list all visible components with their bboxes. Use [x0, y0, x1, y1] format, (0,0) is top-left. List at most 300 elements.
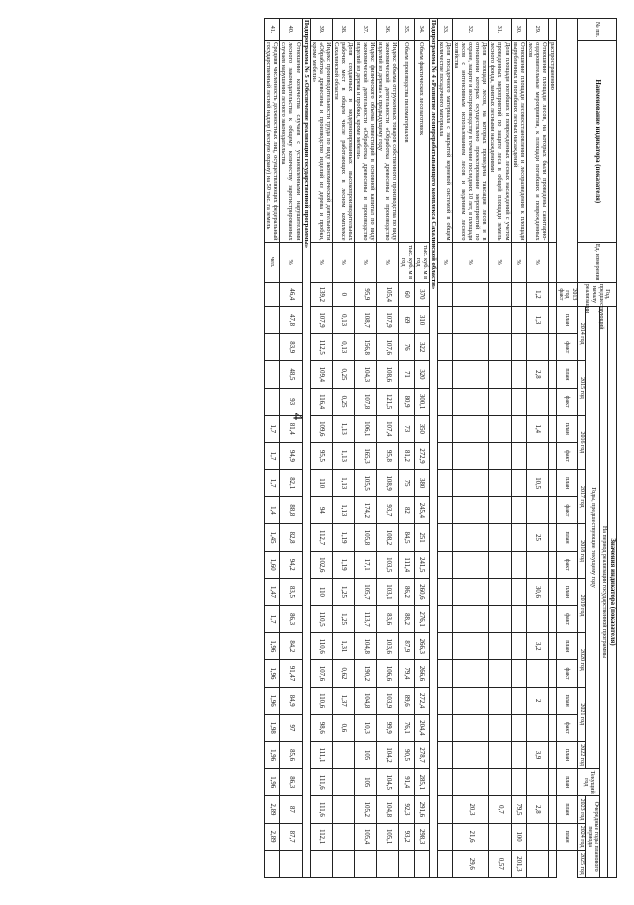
- indicator-unit: %: [333, 242, 355, 282]
- value-cell: 86,3: [280, 769, 302, 796]
- value-cell: [511, 282, 526, 306]
- year-header: 2020 год: [577, 633, 585, 687]
- empty-cell: [548, 714, 556, 741]
- empty-cell: [548, 606, 556, 633]
- indicators-table: [264, 18, 617, 878]
- value-cell: 1,25: [333, 606, 355, 633]
- fact-label: факт: [556, 714, 577, 741]
- indicator-unit: %: [377, 242, 399, 282]
- value-cell: 0,25: [333, 388, 355, 415]
- value-cell: 81,4: [280, 415, 302, 442]
- row-number: 40.: [280, 19, 302, 41]
- value-cell: 298,3: [414, 823, 429, 850]
- value-cell: 2,89: [265, 823, 280, 850]
- value-cell: [453, 714, 489, 741]
- value-cell: [438, 687, 453, 714]
- value-cell: [453, 687, 489, 714]
- value-cell: 80,9: [399, 388, 414, 415]
- value-cell: 10,5: [526, 470, 548, 497]
- value-cell: [526, 850, 548, 877]
- value-cell: [399, 850, 414, 877]
- indicator-name: Отношение количества случаев с установленными нарушителями лесного законодательства к общему количеству зарегистрированных случаев нарушения лесного законодательства: [280, 42, 302, 241]
- value-cell: 1,4: [265, 497, 280, 524]
- value-cell: 104,3: [355, 361, 377, 388]
- empty-cell: [548, 442, 556, 469]
- value-cell: 322: [414, 334, 429, 361]
- value-cell: 1,19: [333, 551, 355, 578]
- continuation-text: распространению: [548, 41, 556, 242]
- value-cell: 0,6: [333, 714, 355, 741]
- value-cell: 30,6: [526, 578, 548, 605]
- year-header: 2018 год: [577, 524, 585, 578]
- value-cell: [333, 741, 355, 768]
- value-cell: 278,7: [414, 741, 429, 768]
- value-cell: 107,9: [377, 306, 399, 333]
- indicator-unit: %: [453, 242, 489, 282]
- value-cell: 79,5: [511, 796, 526, 823]
- value-cell: [265, 850, 280, 877]
- empty-cell: [548, 306, 556, 333]
- value-cell: 84,9: [280, 687, 302, 714]
- value-cell: 156,8: [355, 334, 377, 361]
- indicator-unit: %: [526, 242, 548, 282]
- year-header: 2016 год: [577, 415, 585, 469]
- value-cell: [438, 334, 453, 361]
- value-cell: 110: [310, 578, 332, 605]
- value-cell: [438, 606, 453, 633]
- value-cell: [511, 551, 526, 578]
- value-cell: 47,8: [280, 306, 302, 333]
- value-cell: 84,5: [399, 524, 414, 551]
- value-cell: [511, 306, 526, 333]
- plan-label: план: [556, 415, 577, 442]
- value-cell: 108,6: [377, 361, 399, 388]
- value-cell: 87,9: [399, 633, 414, 660]
- value-cell: 106,6: [377, 660, 399, 687]
- value-cell: 93,7: [377, 497, 399, 524]
- empty-cell: [548, 796, 556, 823]
- value-cell: 1,4: [526, 415, 548, 442]
- table-row: [399, 19, 414, 878]
- value-cell: [438, 796, 453, 823]
- indicator-name: Отношение площади лесов, на которых были проведены санитарно-оздоровительные мероприятия, к площади погибших и поврежденных лесов: [526, 42, 548, 241]
- value-cell: 86,3: [280, 606, 302, 633]
- value-cell: [453, 633, 489, 660]
- value-cell: [526, 334, 548, 361]
- indicator-unit: чел.: [265, 242, 280, 282]
- value-cell: 104,8: [377, 796, 399, 823]
- indicator-name: Доля площади погибших и поврежденных лесных насаждений с учетом проведенных мероприятий по защите леса в общей площади земель лесного фонда, занятых лесными насаждениями: [489, 42, 511, 241]
- value-cell: 92,3: [399, 796, 414, 823]
- indicator-name: Доля посадочного материала с закрытой корневой системой в общем количестве посадочного материала: [438, 42, 453, 241]
- row-number: 34.: [414, 19, 429, 41]
- value-cell: 89,6: [399, 687, 414, 714]
- value-cell: 105,5: [355, 470, 377, 497]
- fact-label: факт: [556, 660, 577, 687]
- plan-label: план: [556, 578, 577, 605]
- value-cell: 95,9: [355, 282, 377, 306]
- value-cell: [414, 850, 429, 877]
- value-cell: 83,5: [280, 578, 302, 605]
- row-number: 30.: [511, 19, 526, 41]
- value-cell: [526, 388, 548, 415]
- indicator-name: Средняя численность должностных лиц, осуществляющих федеральный государственный лесной надзор (лесную охрану) на 50 тыс. га земель: [265, 42, 280, 241]
- empty-cell: [548, 19, 556, 41]
- value-cell: 88,8: [280, 497, 302, 524]
- value-cell: 1,13: [333, 497, 355, 524]
- value-cell: 110: [310, 470, 332, 497]
- value-cell: [489, 823, 511, 850]
- value-cell: 272,4: [414, 687, 429, 714]
- value-cell: [511, 442, 526, 469]
- value-cell: [511, 769, 526, 796]
- plan-label: план: [556, 633, 577, 660]
- value-cell: [511, 388, 526, 415]
- value-cell: 111,6: [310, 769, 332, 796]
- indicator-unit: %: [280, 242, 302, 282]
- indicator-name: Отношение площади лесовосстановления и лесоразведения к площади вырубленных и погибших лесных насаждений: [511, 42, 526, 241]
- table-row: [414, 19, 429, 878]
- value-cell: 107,6: [377, 334, 399, 361]
- value-cell: 174,2: [355, 497, 377, 524]
- value-cell: [333, 850, 355, 877]
- value-cell: [489, 282, 511, 306]
- value-cell: 3,2: [526, 633, 548, 660]
- value-cell: 82,1: [280, 470, 302, 497]
- value-cell: [526, 714, 548, 741]
- value-cell: [489, 660, 511, 687]
- continuation-row: [548, 19, 556, 878]
- indicator-name: Объем фактических лесозаготовок: [414, 41, 429, 242]
- value-cell: [511, 578, 526, 605]
- year-header: 2025 год: [577, 850, 585, 877]
- value-cell: 104,5: [377, 769, 399, 796]
- value-cell: 110,5: [310, 606, 332, 633]
- value-cell: 91,4: [399, 769, 414, 796]
- value-cell: 121,5: [377, 388, 399, 415]
- plan-label: план: [556, 687, 577, 714]
- value-cell: 84,2: [280, 633, 302, 660]
- subprogram-row: [429, 19, 437, 878]
- value-cell: 104,2: [377, 741, 399, 768]
- value-cell: [453, 334, 489, 361]
- value-cell: [438, 714, 453, 741]
- value-cell: [489, 388, 511, 415]
- value-cell: [489, 714, 511, 741]
- value-cell: [526, 823, 548, 850]
- year-header: 2014 год: [577, 306, 585, 360]
- year-header: 2024 год: [577, 823, 585, 850]
- value-cell: 1,60: [265, 551, 280, 578]
- value-cell: 105,4: [355, 823, 377, 850]
- value-cell: 75: [399, 470, 414, 497]
- value-cell: 380: [414, 470, 429, 497]
- fact-label: факт: [556, 606, 577, 633]
- value-cell: 17,1: [355, 551, 377, 578]
- value-cell: [438, 551, 453, 578]
- value-cell: 320: [414, 361, 429, 388]
- value-cell: 103,6: [377, 633, 399, 660]
- year-header: 2021 год: [577, 687, 585, 741]
- value-cell: 1,96: [265, 769, 280, 796]
- empty-cell: [548, 741, 556, 768]
- empty-cell: [548, 769, 556, 796]
- value-cell: [453, 578, 489, 605]
- year-header: 2017 год: [577, 470, 585, 524]
- year-header: 2015 год: [577, 361, 585, 415]
- value-cell: [489, 687, 511, 714]
- value-cell: 97: [280, 714, 302, 741]
- value-cell: [453, 551, 489, 578]
- value-cell: [526, 551, 548, 578]
- table-row: [453, 19, 489, 878]
- row-number: 32.: [453, 19, 489, 41]
- value-cell: 2,8: [526, 361, 548, 388]
- empty-cell: [548, 497, 556, 524]
- value-cell: 110,6: [310, 687, 332, 714]
- value-cell: [511, 687, 526, 714]
- value-cell: 79,4: [399, 660, 414, 687]
- value-cell: [438, 660, 453, 687]
- value-cell: [438, 415, 453, 442]
- value-cell: 93: [280, 388, 302, 415]
- value-cell: 94: [310, 497, 332, 524]
- value-cell: [489, 361, 511, 388]
- indicator-unit: %: [489, 242, 511, 282]
- row-number: 39.: [310, 19, 332, 41]
- value-cell: [453, 415, 489, 442]
- value-cell: 310: [414, 306, 429, 333]
- value-cell: 87,7: [280, 823, 302, 850]
- value-cell: 93,2: [399, 823, 414, 850]
- indicator-unit: %: [355, 242, 377, 282]
- value-cell: [453, 361, 489, 388]
- value-cell: [438, 850, 453, 877]
- col-no: № пп.: [577, 19, 616, 41]
- value-cell: 260,6: [414, 578, 429, 605]
- value-cell: 90,5: [399, 741, 414, 768]
- value-cell: 1,31: [333, 633, 355, 660]
- col-name: Наименование индикатора (показателя): [577, 41, 616, 242]
- value-cell: 139,2: [310, 282, 332, 306]
- value-cell: [438, 823, 453, 850]
- empty-cell: [548, 823, 556, 850]
- col-values: Значения индикатора (показателя): [608, 306, 617, 877]
- page-number: 4: [289, 412, 306, 421]
- table-row: [377, 19, 399, 878]
- col-unit: Ед. измерения: [577, 242, 616, 282]
- value-cell: 25: [526, 524, 548, 551]
- value-cell: 86,2: [399, 578, 414, 605]
- value-cell: [511, 606, 526, 633]
- value-cell: 73: [399, 415, 414, 442]
- value-cell: 266,3: [414, 633, 429, 660]
- year-header: 2022 год: [577, 741, 585, 768]
- subprogram-title: Подпрограмма № 5 «Обеспечение реализации государственной программы»: [302, 19, 310, 878]
- value-cell: 105,7: [355, 578, 377, 605]
- value-cell: 29,6: [453, 850, 489, 877]
- value-cell: 1,13: [333, 415, 355, 442]
- value-cell: 1,2: [526, 282, 548, 306]
- value-cell: [265, 306, 280, 333]
- value-cell: 88,2: [399, 606, 414, 633]
- plan-label: план: [556, 769, 577, 796]
- plan-label: план: [556, 524, 577, 551]
- value-cell: [438, 442, 453, 469]
- base-year-label: 2013 год факт: [556, 282, 577, 306]
- fact-label: факт: [556, 334, 577, 361]
- value-cell: 110,6: [310, 633, 332, 660]
- value-cell: 60: [399, 282, 414, 306]
- empty-cell: [548, 361, 556, 388]
- value-cell: 1,7: [265, 470, 280, 497]
- value-cell: 1,7: [265, 415, 280, 442]
- value-cell: 100: [511, 823, 526, 850]
- value-cell: 105,4: [377, 282, 399, 306]
- value-cell: 2: [526, 687, 548, 714]
- value-cell: 1,25: [333, 578, 355, 605]
- value-cell: 251: [414, 524, 429, 551]
- value-cell: 108,9: [377, 470, 399, 497]
- value-cell: 109,4: [310, 361, 332, 388]
- value-cell: [511, 497, 526, 524]
- value-cell: 370: [414, 282, 429, 306]
- value-cell: [489, 442, 511, 469]
- indicator-name: Индекс объема отгруженных товаров собственного производства по виду экономической деятельности «Обработка древесины и производство изделий из дерева» к предыдущему году: [377, 42, 399, 241]
- table-row: [280, 19, 302, 878]
- empty-cell: [548, 524, 556, 551]
- value-cell: 76: [399, 334, 414, 361]
- value-cell: 1,96: [265, 660, 280, 687]
- value-cell: [511, 361, 526, 388]
- value-cell: 1,13: [333, 442, 355, 469]
- value-cell: [438, 388, 453, 415]
- value-cell: 98,6: [310, 714, 332, 741]
- value-cell: [489, 606, 511, 633]
- value-cell: 245,4: [414, 497, 429, 524]
- value-cell: 350: [414, 415, 429, 442]
- value-cell: 291,6: [414, 796, 429, 823]
- value-cell: 2,89: [265, 796, 280, 823]
- rotated-table-wrapper: [17, 18, 617, 878]
- value-cell: [489, 551, 511, 578]
- value-cell: 106,1: [355, 415, 377, 442]
- value-cell: 103,1: [377, 578, 399, 605]
- value-cell: [265, 282, 280, 306]
- value-cell: 116,4: [310, 388, 332, 415]
- value-cell: 0,62: [333, 660, 355, 687]
- plan-label: план: [556, 741, 577, 768]
- value-cell: 113,7: [355, 606, 377, 633]
- indicator-unit: тыс. куб. м в год: [399, 242, 414, 282]
- col-base: Год, предшествующий началу реализации: [577, 282, 616, 306]
- value-cell: 108,7: [355, 306, 377, 333]
- col-period: На период реализации государственной программы: [600, 306, 608, 877]
- value-cell: [453, 306, 489, 333]
- empty-cell: [548, 633, 556, 660]
- value-cell: 20,3: [453, 796, 489, 823]
- value-cell: [310, 850, 332, 877]
- value-cell: 82,8: [280, 524, 302, 551]
- empty-cell: [548, 660, 556, 687]
- value-cell: 1,7: [265, 606, 280, 633]
- value-cell: [511, 633, 526, 660]
- value-cell: 112,5: [310, 334, 332, 361]
- value-cell: [453, 741, 489, 768]
- subprogram-title: Подпрограмма № 4 «Развитие лесоперерабатывающего комплекса Сахалинской области»: [429, 19, 437, 878]
- value-cell: 99,9: [377, 714, 399, 741]
- value-cell: 94,9: [280, 442, 302, 469]
- empty-cell: [548, 551, 556, 578]
- value-cell: 94,2: [280, 551, 302, 578]
- value-cell: [453, 497, 489, 524]
- year-header: 2023 год: [577, 796, 585, 823]
- value-cell: [438, 497, 453, 524]
- row-number: 35.: [399, 19, 414, 41]
- value-cell: 104,8: [355, 633, 377, 660]
- row-number: 31.: [489, 19, 511, 41]
- value-cell: [511, 334, 526, 361]
- value-cell: [526, 660, 548, 687]
- value-cell: [453, 282, 489, 306]
- value-cell: 71: [399, 361, 414, 388]
- value-cell: [438, 633, 453, 660]
- value-cell: [511, 524, 526, 551]
- value-cell: [438, 470, 453, 497]
- row-number: 38.: [333, 19, 355, 41]
- value-cell: 107,6: [310, 660, 332, 687]
- value-cell: [355, 850, 377, 877]
- value-cell: 1,7: [265, 442, 280, 469]
- plan-label: план: [556, 470, 577, 497]
- value-cell: 0,57: [489, 850, 511, 877]
- value-cell: 105: [355, 769, 377, 796]
- table-row: [489, 19, 511, 878]
- value-cell: 105,1: [377, 823, 399, 850]
- value-cell: 2,8: [526, 796, 548, 823]
- value-cell: 1,45: [265, 524, 280, 551]
- value-cell: [489, 633, 511, 660]
- indicator-name: Доля созданных и модернизированных высокопроизводительных рабочих мест в общем числе работающих в лесном комплексе Сахалинской области: [333, 42, 355, 241]
- value-cell: 21,6: [453, 823, 489, 850]
- value-cell: 1,96: [265, 633, 280, 660]
- empty-cell: [548, 470, 556, 497]
- value-cell: 1,96: [265, 687, 280, 714]
- fact-label: факт: [556, 442, 577, 469]
- empty-cell: [548, 850, 556, 877]
- table-row: [333, 19, 355, 878]
- value-cell: 82: [399, 497, 414, 524]
- value-cell: 105,2: [355, 796, 377, 823]
- indicator-unit: %: [438, 242, 453, 282]
- empty-cell: [548, 388, 556, 415]
- value-cell: [489, 334, 511, 361]
- value-cell: [265, 388, 280, 415]
- value-cell: 190,2: [355, 660, 377, 687]
- plan-label: план: [556, 306, 577, 333]
- value-cell: 3,9: [526, 741, 548, 768]
- value-cell: 91,47: [280, 660, 302, 687]
- value-cell: [511, 741, 526, 768]
- value-cell: [489, 470, 511, 497]
- table-row: [526, 19, 548, 878]
- value-cell: [526, 497, 548, 524]
- value-cell: [453, 388, 489, 415]
- value-cell: [489, 578, 511, 605]
- value-cell: [377, 850, 399, 877]
- value-cell: 103,9: [377, 687, 399, 714]
- col-planning: Очередные годы планового периода: [585, 796, 599, 878]
